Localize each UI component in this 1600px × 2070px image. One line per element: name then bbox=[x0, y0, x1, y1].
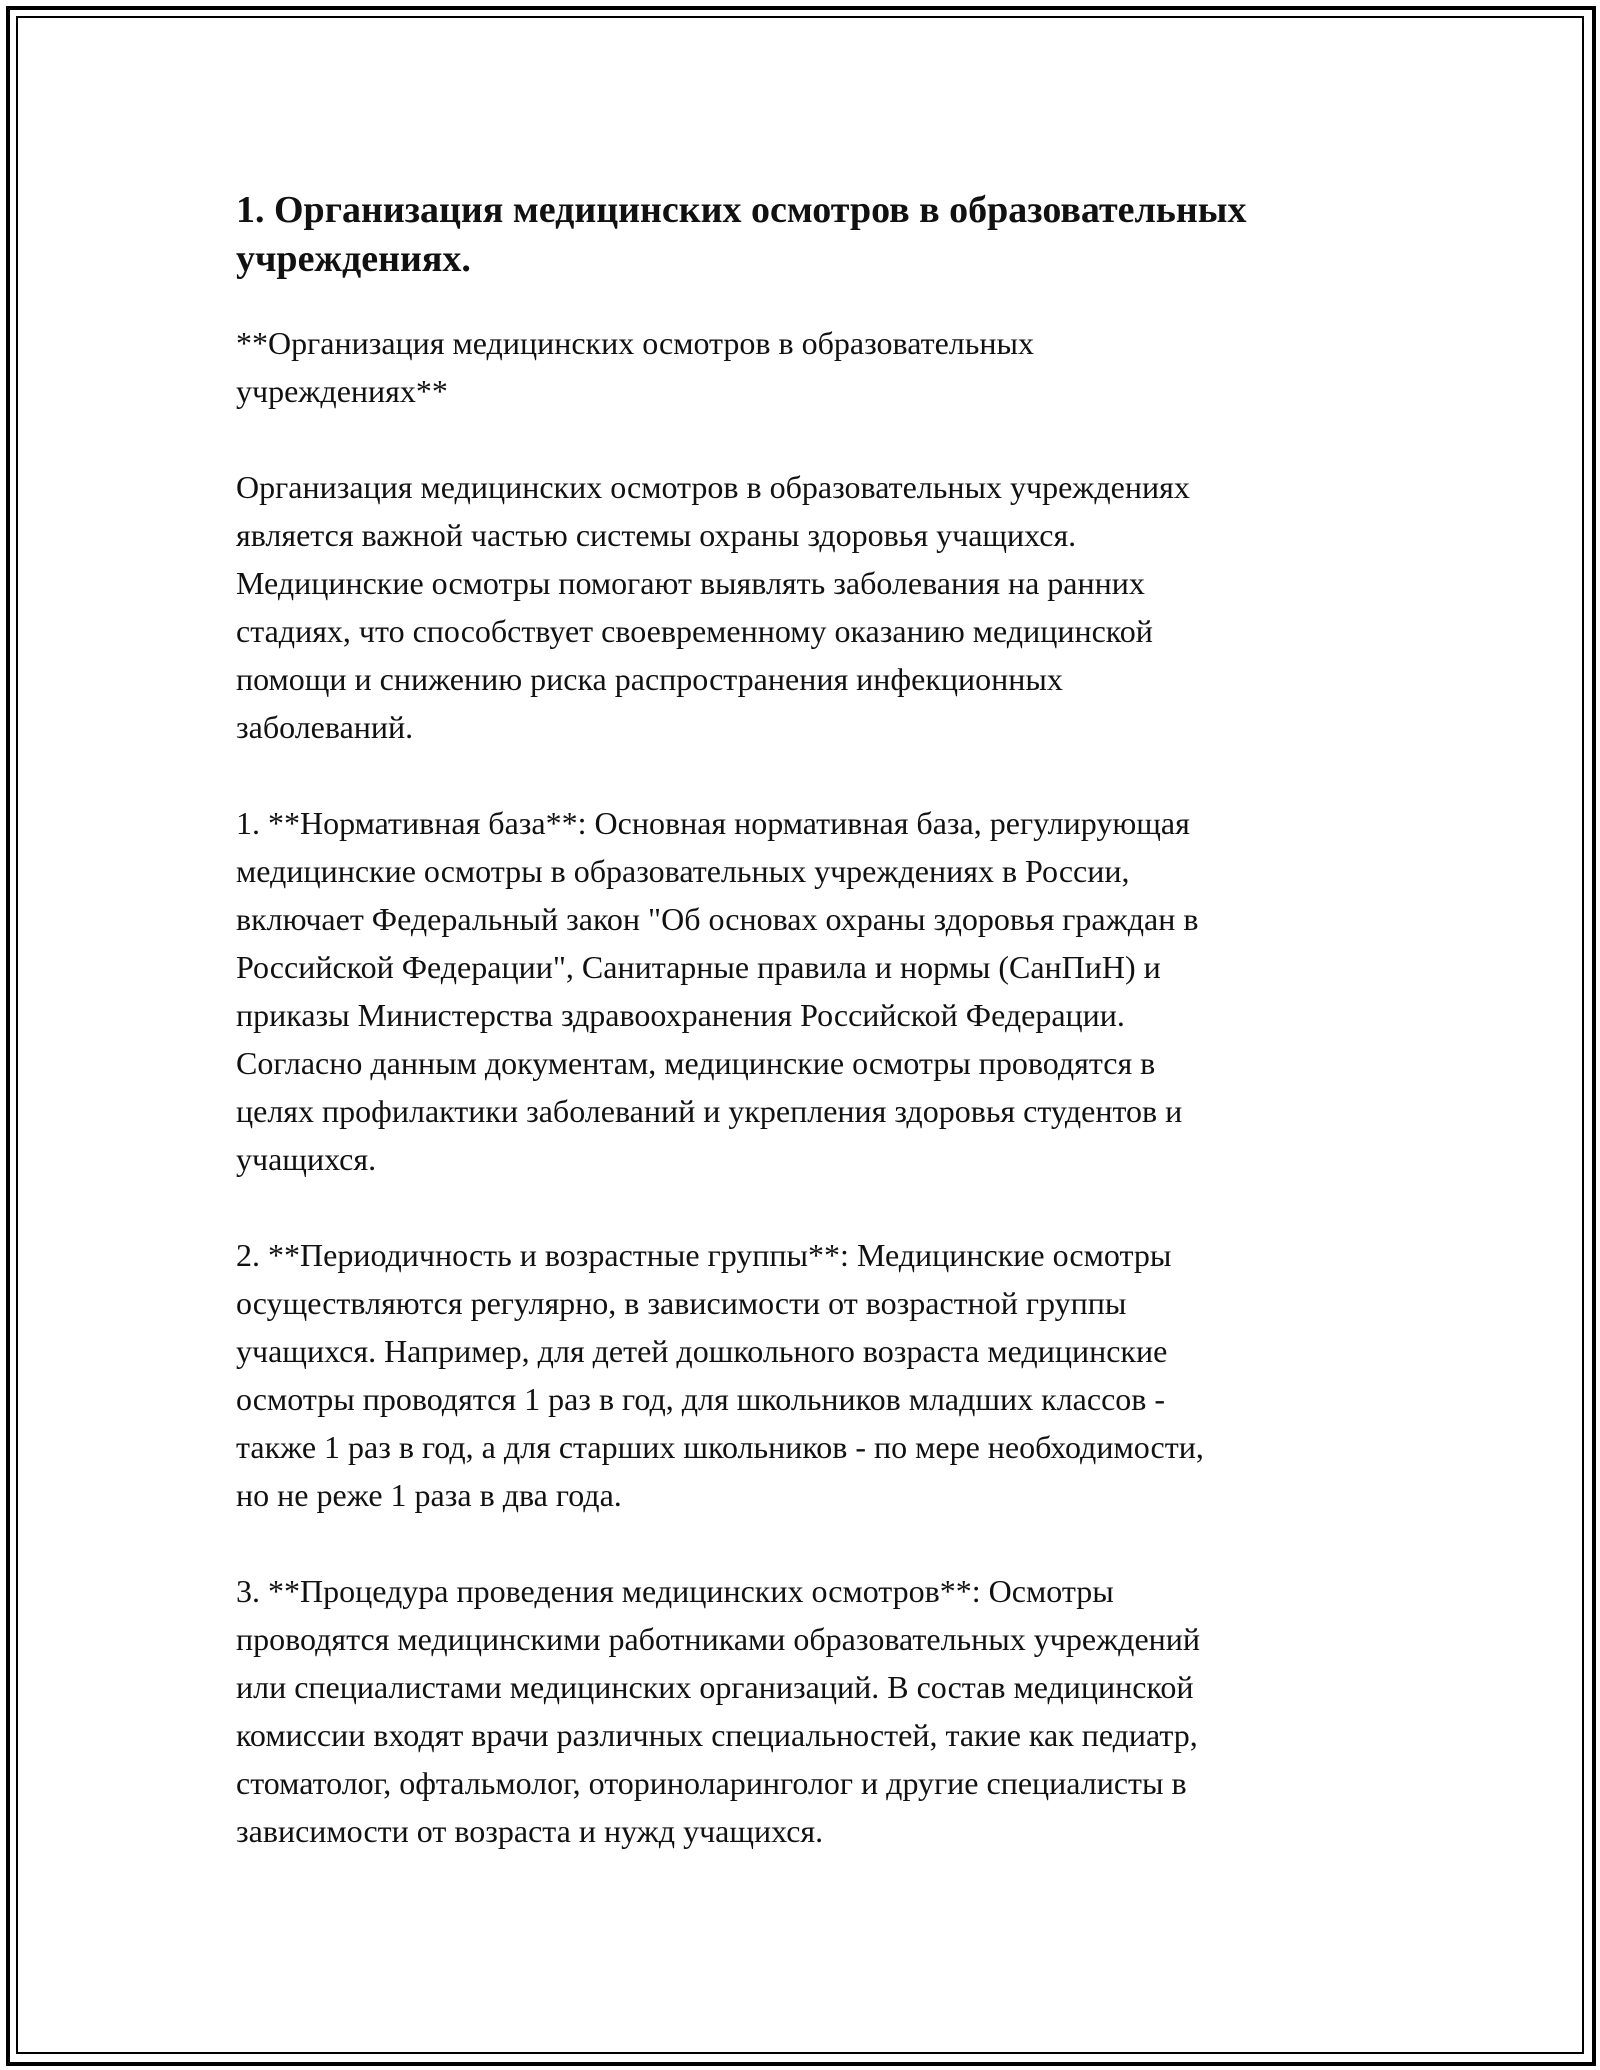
regulatory-basis-paragraph: 1. **Нормативная база**: Основная нормативная база, регулирующая медицинские осмотры в образовательных учреждениях в России, включает Федеральный закон "Об основах охраны здоровья граждан в Российской Федерации", Санитарные правила и нормы (СанПиН) и приказы Министерства здравоохранения Российской Федерации. Согласно данным документам, медицинские осмотры проводятся в целях профилактики заболеваний и укрепления здоровья студентов и учащихся. bbox=[236, 804, 1199, 1177]
intro-paragraph: Организация медицинских осмотров в образовательных учреждениях является важной частью системы охраны здоровья учащихся. Медицинские осмотры помогают выявлять заболевания на ранних стадиях, что способствует своевременному оказанию медицинской помощи и снижению риска распространения инфекционных заболеваний. bbox=[236, 468, 1190, 745]
periodicity-paragraph: 2. **Периодичность и возрастные группы**: Медицинские осмотры осуществляются регулярно, в зависимости от возрастной группы учащихся. Например, для детей дошкольного возраста медицинские осмотры проводятся 1 раз в год, для школьников младших классов - также 1 раз в год, а для старших школьников - по мере необходимости, но не реже 1 раза в два года. bbox=[236, 1236, 1204, 1513]
document-body bbox=[236, 186, 1376, 1903]
subtitle-paragraph: **Организация медицинских осмотров в образовательных учреждениях** bbox=[236, 324, 1034, 409]
procedure-paragraph: 3. **Процедура проведения медицинских осмотров**: Осмотры проводятся медицинскими работниками образовательных учреждений или специалистами медицинских организаций. В состав медицинской комиссии входят врачи различных специальностей, такие как педиатр, стоматолог, офтальмолог, оториноларинголог и другие специалисты в зависимости от возраста и нужд учащихся. bbox=[236, 1572, 1201, 1849]
document-heading: 1. Организация медицинских осмотров в образовательных учреждениях. bbox=[236, 189, 1247, 281]
